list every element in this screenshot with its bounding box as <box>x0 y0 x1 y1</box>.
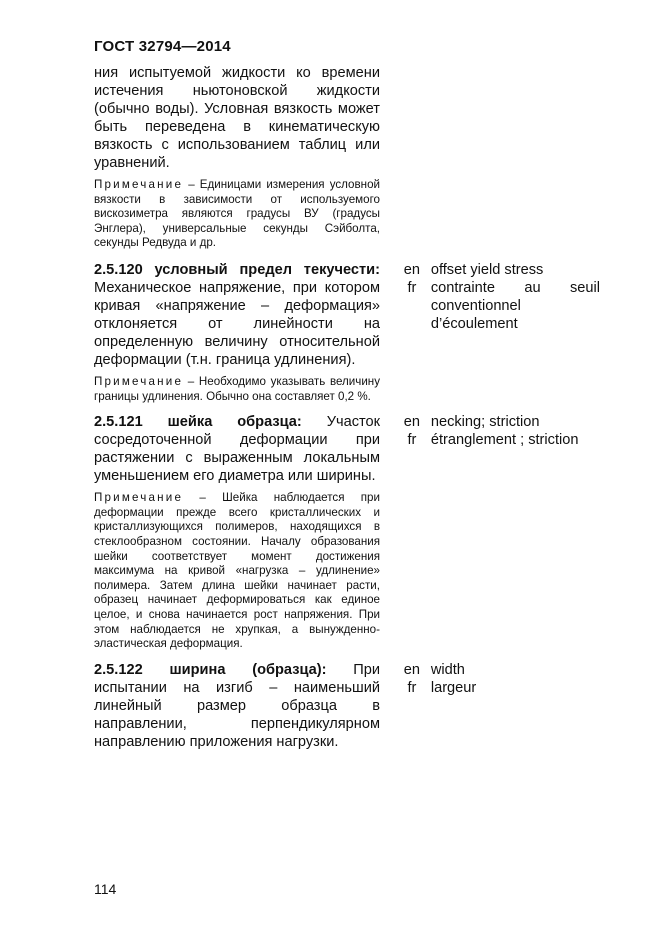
translation-fr: étranglement ; striction <box>430 432 579 449</box>
note-label: Примечание <box>94 491 184 505</box>
page-header: ГОСТ 32794—2014 <box>94 38 231 55</box>
note-label: Примечание <box>94 178 184 191</box>
term-definition <box>94 661 380 751</box>
term-entry-2-5-121 <box>94 413 600 652</box>
note-text: – Единицами измерения условной вязкости в зависимости от используемого вискозиметра являются градусы ВУ (градусы Энглера), универсальные секунды Сэйболта, секунды Редвуда и др. <box>94 178 380 250</box>
term-name: ширина (образца): <box>169 661 327 678</box>
translation-en: width <box>430 661 465 678</box>
lang-code-en: en <box>403 261 421 278</box>
lang-code-fr: fr <box>407 279 417 296</box>
term-name: условный предел текучести: <box>154 261 380 278</box>
term-name: шейка образца: <box>167 414 302 431</box>
translation-fr: largeur <box>430 679 477 696</box>
definition-text: Участок сосредоточенной деформации при растяжении с выраженным локальным уменьшением его диаметра или ширины. <box>94 414 381 485</box>
note-text: – Шейка наблюдается при деформации прежде всего кристаллических и кристаллизующихся полимеров, находящихся в стеклообразном состоянии. Началу образования шейки соответствует момент достижения максимума на кривой «нагрузка – удлинение» полимера. Затем длина шейки начинает расти, образец начинает деформироваться как единое целое, и снова начинается рост напряжения. При этом наблюдается не хрупкая, а вынужденно-эластическая деформация. <box>94 491 380 651</box>
term-note <box>94 375 380 404</box>
term-definition <box>94 261 380 369</box>
term-note <box>94 491 380 652</box>
lang-code-fr: fr <box>407 432 417 449</box>
note-text: – Необходимо указывать величину границы удлинения. Обычно она составляет 0,2 %. <box>94 374 380 403</box>
translations <box>431 261 600 404</box>
term-number: 2.5.122 <box>94 661 143 678</box>
note-label: Примечание <box>94 374 184 388</box>
term-entry-2-5-120 <box>94 261 600 404</box>
lang-code-en: en <box>403 414 421 431</box>
term-definition <box>94 413 380 485</box>
language-codes <box>397 413 427 652</box>
definition-text: Механическое напряжение, при котором кривая «напряжение – деформация» отклоняется от линейности на определенную величину относительной деформации (т.н. граница удлинения). <box>94 279 380 368</box>
continuation-text: ния испытуемой жидкости ко времени истечения ньютоновской жидкости (обычно воды). Условная вязкость может быть переведена в кинематическую вязкость с использованием таблиц или уравнений. <box>94 65 380 171</box>
lang-code-en: en <box>403 661 421 678</box>
term-number: 2.5.120 <box>94 261 143 278</box>
translations <box>431 661 600 751</box>
translation-fr: contrainte au seuil conventionnel d’écoulement <box>430 279 600 332</box>
continuation-note <box>94 178 380 251</box>
lang-code-fr: fr <box>407 679 417 696</box>
language-codes <box>397 261 427 404</box>
term-entry-2-5-122 <box>94 661 600 751</box>
language-codes <box>397 661 427 751</box>
main-content <box>94 64 600 751</box>
translations <box>431 413 600 652</box>
term-number: 2.5.121 <box>94 414 143 431</box>
translation-en: offset yield stress <box>430 261 544 278</box>
page-number: 114 <box>94 881 117 897</box>
definition-text: При испытании на изгиб – наименьший линейный размер образца в направлении, перпендикулярном направлению приложения нагрузки. <box>94 661 380 750</box>
translation-en: necking; striction <box>430 414 540 431</box>
